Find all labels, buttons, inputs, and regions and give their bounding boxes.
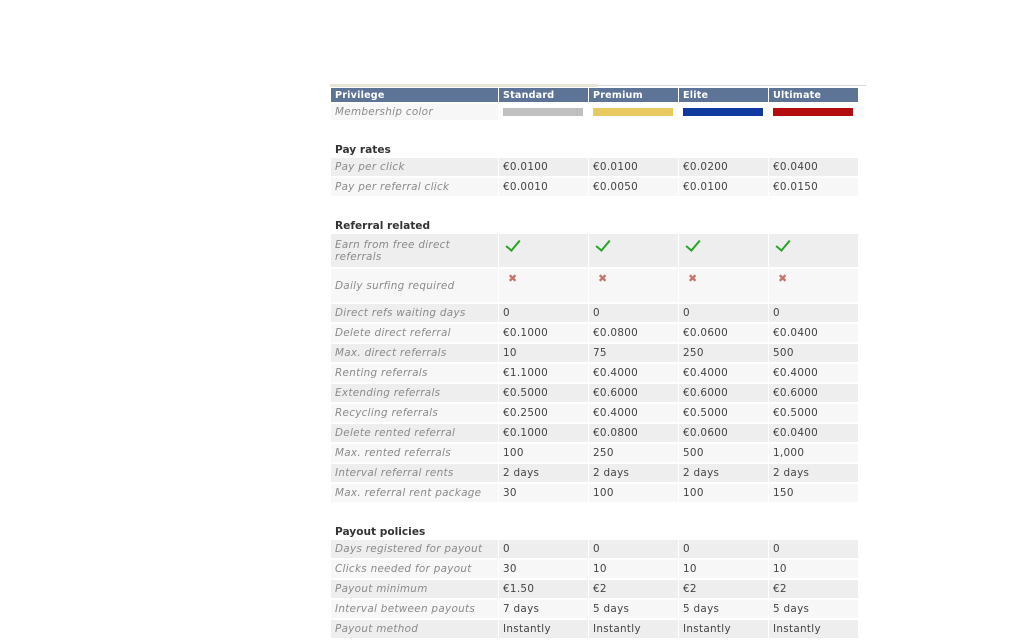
row-label: Interval referral rents <box>331 464 498 482</box>
table-cell: 100 <box>589 484 678 502</box>
header-elite: Elite <box>679 88 768 102</box>
header-row <box>331 88 858 102</box>
table-cell: €0.0010 <box>499 178 588 196</box>
section-header-row <box>331 198 858 232</box>
color-cell <box>589 104 678 120</box>
section-title: Referral related <box>331 198 858 232</box>
row-label: Renting referrals <box>331 364 498 382</box>
table-cell: €0.6000 <box>589 384 678 402</box>
row-label: Payout method <box>331 620 498 638</box>
section-title: Payout policies <box>331 504 858 538</box>
table-cell: Instantly <box>589 620 678 638</box>
table-cell: 5 days <box>769 600 858 618</box>
table-row <box>331 178 858 196</box>
table-cell: €0.6000 <box>769 384 858 402</box>
row-label: Earn from free direct referrals <box>331 234 498 267</box>
table-row <box>331 484 858 502</box>
table-cell: 2 days <box>499 464 588 482</box>
header-privilege: Privilege <box>331 88 498 102</box>
table-cell: 0 <box>769 540 858 558</box>
table-cell: 0 <box>589 540 678 558</box>
table-cell: 500 <box>679 444 768 462</box>
table-body <box>331 104 858 638</box>
table-row <box>331 304 858 322</box>
table-cell: 75 <box>589 344 678 362</box>
table-row <box>331 464 858 482</box>
table-cell: 5 days <box>589 600 678 618</box>
table-row <box>331 600 858 618</box>
icon-cell <box>589 234 678 267</box>
table-cell: €0.0800 <box>589 324 678 342</box>
check-icon <box>505 236 520 252</box>
table-cell: 500 <box>769 344 858 362</box>
table-row <box>331 234 858 267</box>
table-cell: 10 <box>679 560 768 578</box>
table-cell: €0.0600 <box>679 324 768 342</box>
table-cell: €0.0400 <box>769 324 858 342</box>
check-icon <box>775 236 790 252</box>
row-label: Delete rented referral <box>331 424 498 442</box>
icon-cell <box>679 234 768 267</box>
icon-cell <box>679 269 768 302</box>
row-label: Recycling referrals <box>331 404 498 422</box>
table-cell: €0.4000 <box>589 364 678 382</box>
table-cell: 0 <box>679 304 768 322</box>
table-cell: €2 <box>679 580 768 598</box>
row-label: Max. direct referrals <box>331 344 498 362</box>
table-row <box>331 324 858 342</box>
table-row <box>331 158 858 176</box>
table-cell: 1,000 <box>769 444 858 462</box>
table-cell: 0 <box>769 304 858 322</box>
table-cell: €0.0200 <box>679 158 768 176</box>
table-cell: €0.0050 <box>589 178 678 196</box>
table-cell: €0.0400 <box>769 158 858 176</box>
table-cell: €0.0150 <box>769 178 858 196</box>
table-cell: 5 days <box>679 600 768 618</box>
row-label: Max. rented referrals <box>331 444 498 462</box>
table-cell: 10 <box>769 560 858 578</box>
table-row <box>331 540 858 558</box>
table-cell: €1.50 <box>499 580 588 598</box>
color-cell <box>769 104 858 120</box>
table-cell: 30 <box>499 560 588 578</box>
table-cell: 10 <box>499 344 588 362</box>
table-cell: €0.5000 <box>679 404 768 422</box>
row-label: Delete direct referral <box>331 324 498 342</box>
icon-cell <box>499 234 588 267</box>
table-cell: €0.4000 <box>589 404 678 422</box>
table-cell: €0.1000 <box>499 424 588 442</box>
row-label: Daily surfing required <box>331 269 498 302</box>
row-label: Interval between payouts <box>331 600 498 618</box>
section-title: Pay rates <box>331 122 858 156</box>
icon-cell <box>499 269 588 302</box>
icon-cell <box>769 269 858 302</box>
membership-color-swatch <box>773 108 853 116</box>
table-cell: 2 days <box>769 464 858 482</box>
table-row <box>331 580 858 598</box>
color-cell <box>499 104 588 120</box>
table-cell: €1.1000 <box>499 364 588 382</box>
table-cell: 2 days <box>589 464 678 482</box>
row-label: Pay per click <box>331 158 498 176</box>
table-row <box>331 344 858 362</box>
table-row <box>331 404 858 422</box>
header-premium: Premium <box>589 88 678 102</box>
table-cell: 100 <box>499 444 588 462</box>
check-icon <box>685 236 700 252</box>
cross-icon: ✖ <box>598 272 608 285</box>
table-cell: 250 <box>679 344 768 362</box>
cross-icon: ✖ <box>778 272 788 285</box>
cross-icon: ✖ <box>508 272 518 285</box>
row-label: Pay per referral click <box>331 178 498 196</box>
membership-color-row <box>331 104 858 120</box>
icon-cell <box>769 234 858 267</box>
header-ultimate: Ultimate <box>769 88 858 102</box>
table-cell: €0.0600 <box>679 424 768 442</box>
table-cell: 7 days <box>499 600 588 618</box>
table-cell: Instantly <box>769 620 858 638</box>
icon-cell <box>589 269 678 302</box>
table-cell: 0 <box>589 304 678 322</box>
table-row <box>331 269 858 302</box>
color-cell <box>679 104 768 120</box>
table-row <box>331 384 858 402</box>
table-cell: €0.2500 <box>499 404 588 422</box>
table-cell: €0.5000 <box>499 384 588 402</box>
row-label: Membership color <box>331 104 498 120</box>
table-cell: 150 <box>769 484 858 502</box>
membership-color-swatch <box>593 108 673 116</box>
table-cell: €0.0100 <box>499 158 588 176</box>
table-row <box>331 364 858 382</box>
table-row <box>331 620 858 638</box>
table-cell: €2 <box>589 580 678 598</box>
table-cell: 0 <box>499 540 588 558</box>
row-label: Extending referrals <box>331 384 498 402</box>
table-cell: €0.4000 <box>769 364 858 382</box>
row-label: Direct refs waiting days <box>331 304 498 322</box>
table-cell: 100 <box>679 484 768 502</box>
check-icon <box>595 236 610 252</box>
table-cell: Instantly <box>499 620 588 638</box>
table-cell: €0.0100 <box>589 158 678 176</box>
header-standard: Standard <box>499 88 588 102</box>
membership-color-swatch <box>683 108 763 116</box>
membership-color-swatch <box>503 108 583 116</box>
row-label: Days registered for payout <box>331 540 498 558</box>
table-cell: €0.0800 <box>589 424 678 442</box>
section-header-row <box>331 122 858 156</box>
table-cell: 30 <box>499 484 588 502</box>
table-cell: Instantly <box>679 620 768 638</box>
privileges-comparison-table <box>330 86 859 640</box>
table-cell: €0.5000 <box>769 404 858 422</box>
row-label: Max. referral rent package <box>331 484 498 502</box>
table-cell: 0 <box>679 540 768 558</box>
table-cell: €0.6000 <box>679 384 768 402</box>
table-cell: 250 <box>589 444 678 462</box>
table-row <box>331 444 858 462</box>
table-cell: €2 <box>769 580 858 598</box>
table-cell: €0.0100 <box>679 178 768 196</box>
section-header-row <box>331 504 858 538</box>
table-cell: 0 <box>499 304 588 322</box>
cross-icon: ✖ <box>688 272 698 285</box>
table-cell: €0.1000 <box>499 324 588 342</box>
table-cell: 10 <box>589 560 678 578</box>
table-row <box>331 560 858 578</box>
row-label: Clicks needed for payout <box>331 560 498 578</box>
row-label: Payout minimum <box>331 580 498 598</box>
table-cell: €0.0400 <box>769 424 858 442</box>
table-cell: 2 days <box>679 464 768 482</box>
table-cell: €0.4000 <box>679 364 768 382</box>
table-row <box>331 424 858 442</box>
